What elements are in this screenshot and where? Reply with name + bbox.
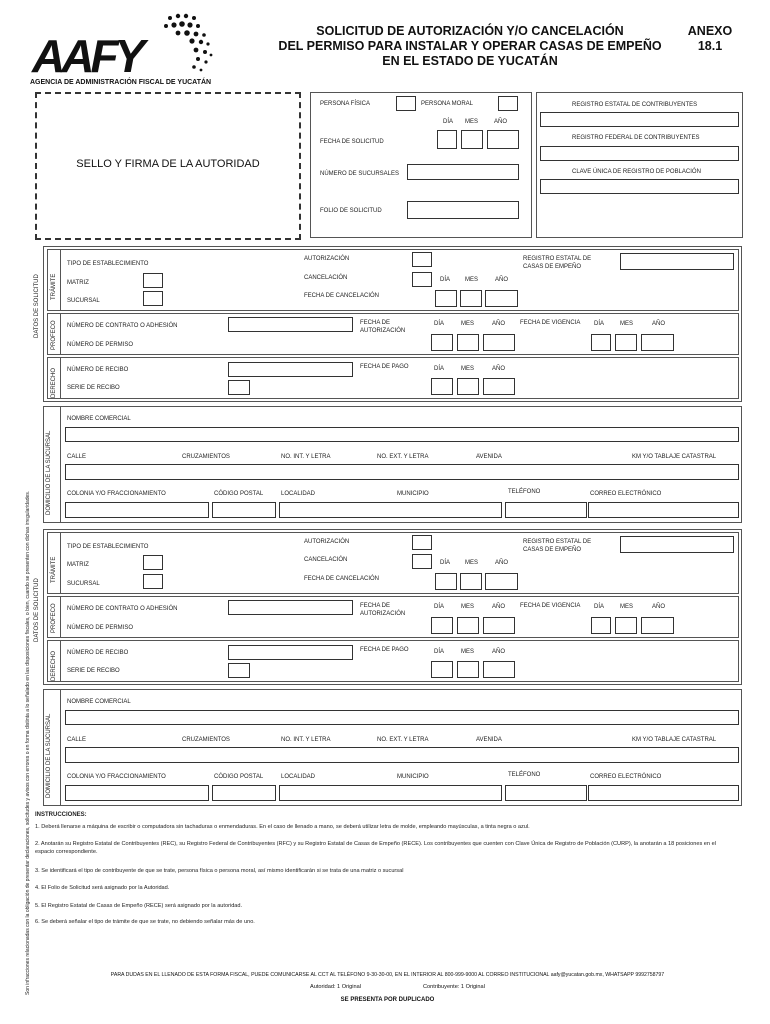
stamp-label: SELLO Y FIRMA DE LA AUTORIDAD xyxy=(76,158,260,170)
pago-mes-label-2: MES xyxy=(461,649,475,655)
instruction-4: 4. El Folio de Solicitud será asignado por la Autoridad. xyxy=(35,885,170,891)
pago-dia-field-1[interactable] xyxy=(431,378,453,395)
km-label-2: KM Y/O TABLAJE CATASTRAL xyxy=(632,737,717,743)
localidad-label-2: LOCALIDAD xyxy=(281,774,316,780)
aut-dia-field-1[interactable] xyxy=(431,334,453,351)
rec-field[interactable] xyxy=(540,112,739,127)
vig-mes-label-2: MES xyxy=(620,604,634,610)
recibo-label-2: NÚMERO DE RECIBO xyxy=(67,650,129,656)
cruzamientos-label-1: CRUZAMIENTOS xyxy=(182,454,230,460)
title-line-3: EN EL ESTADO DE YUCATÁN xyxy=(382,54,558,68)
vig-dia-field-1[interactable] xyxy=(591,334,611,351)
serie-label-1: SERIE DE RECIBO xyxy=(67,385,120,391)
annex-label xyxy=(680,24,740,54)
persona-fisica-checkbox[interactable] xyxy=(396,96,416,111)
cp-label-1: CÓDIGO POSTAL xyxy=(214,491,264,497)
aut-anio-label-1: AÑO xyxy=(492,321,506,327)
tipo-establecimiento-label-1: TIPO DE ESTABLECIMIENTO xyxy=(67,261,149,267)
cancel-dia-field-1[interactable] xyxy=(435,290,457,307)
localidad-field-2[interactable] xyxy=(279,785,502,801)
avenida-label-2: AVENIDA xyxy=(476,737,502,743)
fecha-pago-label-2: FECHA DE PAGO xyxy=(360,647,409,653)
vig-dia-label-2: DÍA xyxy=(594,604,605,610)
autorizacion-label-2: AUTORIZACIÓN xyxy=(304,539,350,545)
correo-field-1[interactable] xyxy=(588,502,739,518)
avenida-label-1: AVENIDA xyxy=(476,454,502,460)
matriz-checkbox-1[interactable] xyxy=(143,273,163,288)
anio-label: AÑO xyxy=(494,119,508,125)
cancel-anio-label-1: AÑO xyxy=(495,277,509,283)
folio-label: FOLIO DE SOLICITUD xyxy=(320,208,382,214)
cancelacion-checkbox-1[interactable] xyxy=(412,272,432,287)
fecha-autorizacion-label-b-1: AUTORIZACIÓN xyxy=(360,328,406,334)
domicilio-divider-2 xyxy=(60,689,61,806)
cp-label-2: CÓDIGO POSTAL xyxy=(214,774,264,780)
correo-field-2[interactable] xyxy=(588,785,739,801)
pago-dia-field-2[interactable] xyxy=(431,661,453,678)
recce-field-2[interactable] xyxy=(620,536,734,553)
municipio-label-2: MUNICIPIO xyxy=(397,774,429,780)
pago-anio-label-2: AÑO xyxy=(492,649,506,655)
serie-label-2: SERIE DE RECIBO xyxy=(67,668,120,674)
footer-copies-authority: Autoridad: 1 Original xyxy=(310,984,361,990)
fecha-cancelacion-label-1: FECHA DE CANCELACIÓN xyxy=(304,293,380,299)
colonia-field-2[interactable] xyxy=(65,785,209,801)
nombre-comercial-label-1: NOMBRE COMERCIAL xyxy=(67,416,131,422)
cancel-anio-label-2: AÑO xyxy=(495,560,509,566)
serie-field-1[interactable] xyxy=(228,380,250,395)
no-int-label-1: NO. INT. Y LETRA xyxy=(281,454,331,460)
calle-label-1: CALLE xyxy=(67,454,87,460)
fecha-pago-label-1: FECHA DE PAGO xyxy=(360,364,409,370)
pago-mes-field-2[interactable] xyxy=(457,661,479,678)
aut-dia-field-2[interactable] xyxy=(431,617,453,634)
rfc-field[interactable] xyxy=(540,146,739,161)
cancel-mes-label-2: MES xyxy=(465,560,479,566)
num-sucursales-label: NÚMERO DE SUCURSALES xyxy=(320,171,400,177)
fecha-solicitud-anio-field[interactable] xyxy=(487,130,519,149)
form-title xyxy=(270,24,670,69)
rfc-label: REGISTRO FEDERAL DE CONTRIBUYENTES xyxy=(572,135,700,141)
profeco-divider-1 xyxy=(60,313,61,355)
contrato-label-2: NÚMERO DE CONTRATO O ADHESIÓN xyxy=(67,606,178,612)
rec-label: REGISTRO ESTATAL DE CONTRIBUYENTES xyxy=(572,102,698,108)
aut-dia-label-1: DÍA xyxy=(434,321,445,327)
recibo-field-1[interactable] xyxy=(228,362,353,377)
curp-field[interactable] xyxy=(540,179,739,194)
cancel-mes-field-1[interactable] xyxy=(460,290,482,307)
profeco-divider-2 xyxy=(60,596,61,638)
telefono-label-1: TELÉFONO xyxy=(508,489,541,495)
fecha-solicitud-mes-field[interactable] xyxy=(461,130,483,149)
recibo-field-2[interactable] xyxy=(228,645,353,660)
telefono-field-1[interactable] xyxy=(505,502,587,518)
fecha-solicitud-label: FECHA DE SOLICITUD xyxy=(320,139,384,145)
datos-solicitud-label-2: DATOS DE SOLICITUD xyxy=(34,578,40,642)
persona-moral-label: PERSONA MORAL xyxy=(421,101,474,107)
instruction-1: 1. Deberá llenarse a máquina de escribir o computadora sin tachaduras o enmendaduras. En el caso de llenado a mano, se deberá utilizar letra de molde, empleando mayúsculas, a tinta negra o azul. xyxy=(35,824,530,830)
colonia-field-1[interactable] xyxy=(65,502,209,518)
aut-anio-field-1[interactable] xyxy=(483,334,515,351)
aut-dia-label-2: DÍA xyxy=(434,604,445,610)
pago-anio-field-2[interactable] xyxy=(483,661,515,678)
profeco-label-1: PROFECO xyxy=(51,320,57,350)
persona-moral-checkbox[interactable] xyxy=(498,96,518,111)
fecha-autorizacion-label-a-1: FECHA DE xyxy=(360,320,391,326)
title-line-1: SOLICITUD DE AUTORIZACIÓN Y/O CANCELACIÓN xyxy=(316,24,624,38)
vig-anio-label-2: AÑO xyxy=(652,604,666,610)
recibo-label-1: NÚMERO DE RECIBO xyxy=(67,367,129,373)
nombre-comercial-field-2[interactable] xyxy=(65,710,739,725)
persona-fisica-label: PERSONA FÍSICA xyxy=(320,101,371,107)
pago-dia-label-2: DÍA xyxy=(434,649,445,655)
profeco-label-2: PROFECO xyxy=(51,603,57,633)
pago-dia-label-1: DÍA xyxy=(434,366,445,372)
fecha-autorizacion-label-b-2: AUTORIZACIÓN xyxy=(360,611,406,617)
derecho-label-1: DERECHO xyxy=(51,367,57,398)
cruzamientos-label-2: CRUZAMIENTOS xyxy=(182,737,230,743)
title-line-2: DEL PERMISO PARA INSTALAR Y OPERAR CASAS DE EMPEÑO xyxy=(278,39,662,53)
recce-label-a-2: REGISTRO ESTATAL DE xyxy=(523,539,592,545)
cancelacion-label-2: CANCELACIÓN xyxy=(304,557,348,563)
fecha-autorizacion-label-a-2: FECHA DE xyxy=(360,603,391,609)
cancelacion-label-1: CANCELACIÓN xyxy=(304,275,348,281)
vig-anio-field-1[interactable] xyxy=(641,334,674,351)
vig-dia-label-1: DÍA xyxy=(594,321,605,327)
folio-field[interactable] xyxy=(407,201,519,219)
domicilio-label-1: DOMICILIO DE LA SUCURSAL xyxy=(46,430,52,515)
footer-copies-taxpayer: Contribuyente: 1 Original xyxy=(423,984,485,990)
tipo-establecimiento-label-2: TIPO DE ESTABLECIMIENTO xyxy=(67,544,149,550)
cp-field-2[interactable] xyxy=(212,785,276,801)
tramite-divider-2 xyxy=(60,532,61,594)
instruction-3: 3. Se identificará el tipo de contribuyente de que se trate, persona física o persona moral, así mismo identificarán si se trata de una matriz o sucursal xyxy=(35,868,404,874)
tramite-label-1: TRÁMITE xyxy=(51,273,57,300)
agency-logo xyxy=(30,10,220,90)
nombre-comercial-field-1[interactable] xyxy=(65,427,739,442)
colonia-label-2: COLONIA Y/O FRACCIONAMIENTO xyxy=(67,774,166,780)
aut-anio-label-2: AÑO xyxy=(492,604,506,610)
calle-row-field-2[interactable] xyxy=(65,747,739,763)
derecho-divider-1 xyxy=(60,357,61,399)
vig-mes-label-1: MES xyxy=(620,321,634,327)
cancel-dia-label-1: DÍA xyxy=(440,277,451,283)
contrato-field-2[interactable] xyxy=(228,600,353,615)
cancel-anio-field-1[interactable] xyxy=(485,290,518,307)
fecha-cancelacion-label-2: FECHA DE CANCELACIÓN xyxy=(304,576,380,582)
domicilio-divider-1 xyxy=(60,406,61,523)
recce-label-a-1: REGISTRO ESTATAL DE xyxy=(523,256,592,262)
tramite-label-2: TRÁMITE xyxy=(51,556,57,583)
vig-anio-field-2[interactable] xyxy=(641,617,674,634)
correo-label-1: CORREO ELECTRÓNICO xyxy=(590,491,662,497)
recce-label-b-1: CASAS DE EMPEÑO xyxy=(523,264,582,270)
localidad-field-1[interactable] xyxy=(279,502,502,518)
autorizacion-label-1: AUTORIZACIÓN xyxy=(304,256,350,262)
aut-anio-field-2[interactable] xyxy=(483,617,515,634)
aut-mes-field-2[interactable] xyxy=(457,617,479,634)
permiso-label-1: NÚMERO DE PERMISO xyxy=(67,342,134,348)
agency-name: AGENCIA DE ADMINISTRACIÓN FISCAL DE YUCATÁN xyxy=(30,79,212,86)
localidad-label-1: LOCALIDAD xyxy=(281,491,316,497)
instructions-title: INSTRUCCIONES: xyxy=(35,812,87,818)
cancel-dia-field-2[interactable] xyxy=(435,573,457,590)
dia-label: DÍA xyxy=(443,119,454,125)
no-ext-label-2: NO. EXT. Y LETRA xyxy=(377,737,429,743)
pago-mes-field-1[interactable] xyxy=(457,378,479,395)
matriz-label-2: MATRIZ xyxy=(67,562,89,568)
no-ext-label-1: NO. EXT. Y LETRA xyxy=(377,454,429,460)
serie-field-2[interactable] xyxy=(228,663,250,678)
logo-text: AAFY xyxy=(32,30,142,82)
vigencia-label-2: FECHA DE VIGENCIA xyxy=(520,603,581,609)
vig-mes-field-1[interactable] xyxy=(615,334,637,351)
pago-mes-label-1: MES xyxy=(461,366,475,372)
datos-solicitud-label-1: DATOS DE SOLICITUD xyxy=(34,274,40,338)
colonia-label-1: COLONIA Y/O FRACCIONAMIENTO xyxy=(67,491,166,497)
autorizacion-checkbox-1[interactable] xyxy=(412,252,432,267)
nombre-comercial-label-2: NOMBRE COMERCIAL xyxy=(67,699,131,705)
permiso-label-2: NÚMERO DE PERMISO xyxy=(67,625,134,631)
sucursal-label-2: SUCURSAL xyxy=(67,581,100,587)
recce-field-1[interactable] xyxy=(620,253,734,270)
matriz-checkbox-2[interactable] xyxy=(143,555,163,570)
cp-field-1[interactable] xyxy=(212,502,276,518)
sucursal-checkbox-2[interactable] xyxy=(143,574,163,589)
mes-label: MES xyxy=(465,119,479,125)
contrato-label-1: NÚMERO DE CONTRATO O ADHESIÓN xyxy=(67,323,178,329)
vig-dia-field-2[interactable] xyxy=(591,617,611,634)
aut-mes-field-1[interactable] xyxy=(457,334,479,351)
cancelacion-checkbox-2[interactable] xyxy=(412,554,432,569)
tramite-divider-1 xyxy=(60,249,61,311)
annex-line-2: 18.1 xyxy=(697,39,723,53)
matriz-label-1: MATRIZ xyxy=(67,280,89,286)
domicilio-label-2: DOMICILIO DE LA SUCURSAL xyxy=(46,713,52,798)
pago-anio-field-1[interactable] xyxy=(483,378,515,395)
cancel-mes-field-2[interactable] xyxy=(460,573,482,590)
footer-contact: PARA DUDAS EN EL LLENADO DE ESTA FORMA FISCAL, PUEDE COMUNICARSE AL CCT AL TELÉFONO 9-30-30-00, EN EL INTERIOR AL 800-999-9000 AL CORREO INSTITUCIONAL aafy@yucatan.gob.mx, WHATSAPP 9992758797 xyxy=(110,972,665,978)
sucursal-checkbox-1[interactable] xyxy=(143,291,163,306)
sucursal-label-1: SUCURSAL xyxy=(67,298,100,304)
telefono-field-2[interactable] xyxy=(505,785,587,801)
cancel-anio-field-2[interactable] xyxy=(485,573,518,590)
instruction-2: 2. Anotarán su Registro Estatal de Contribuyentes (REC), su Registro Federal de Contribuyentes (RFC) y su Registro Estatal de Casas de Empeño (RECE). Los contribuyentes que cuenten con Clave Única de Registro de Población (CURP), la anotarán a 18 posiciones en el espacio correspondiente. xyxy=(35,841,716,855)
vig-anio-label-1: AÑO xyxy=(652,321,666,327)
derecho-label-2: DERECHO xyxy=(51,650,57,681)
vigencia-label-1: FECHA DE VIGENCIA xyxy=(520,320,581,326)
calle-row-field-1[interactable] xyxy=(65,464,739,480)
side-disclaimer: Son infracciones relacionadas con la obligación de presentar declaraciones, solicitudes y avisos con errores o en forma distinta a lo señalado en las disposiciones fiscales, o bien, cuando se presenten con dichas irregularidades. xyxy=(25,490,31,995)
correo-label-2: CORREO ELECTRÓNICO xyxy=(590,774,662,780)
derecho-divider-2 xyxy=(60,640,61,682)
aut-mes-label-1: MES xyxy=(461,321,475,327)
pago-anio-label-1: AÑO xyxy=(492,366,506,372)
cancel-mes-label-1: MES xyxy=(465,277,479,283)
instruction-5: 5. El Registro Estatal de Casas de Empeño (RECE) será asignado por la autoridad. xyxy=(35,903,243,909)
footer-duplicado: SE PRESENTA POR DUPLICADO xyxy=(340,997,435,1003)
km-label-1: KM Y/O TABLAJE CATASTRAL xyxy=(632,454,717,460)
municipio-label-1: MUNICIPIO xyxy=(397,491,429,497)
instruction-6: 6. Se deberá señalar el tipo de trámite de que se trate, no debiendo señalar más de uno. xyxy=(35,919,255,925)
recce-label-b-2: CASAS DE EMPEÑO xyxy=(523,547,582,553)
fecha-solicitud-dia-field[interactable] xyxy=(437,130,457,149)
telefono-label-2: TELÉFONO xyxy=(508,772,541,778)
calle-label-2: CALLE xyxy=(67,737,87,743)
aut-mes-label-2: MES xyxy=(461,604,475,610)
cancel-dia-label-2: DÍA xyxy=(440,560,451,566)
curp-label: CLAVE ÚNICA DE REGISTRO DE POBLACIÓN xyxy=(572,169,701,175)
vig-mes-field-2[interactable] xyxy=(615,617,637,634)
autorizacion-checkbox-2[interactable] xyxy=(412,535,432,550)
contrato-field-1[interactable] xyxy=(228,317,353,332)
annex-line-1: ANEXO xyxy=(687,24,733,38)
num-sucursales-field[interactable] xyxy=(407,164,519,180)
no-int-label-2: NO. INT. Y LETRA xyxy=(281,737,331,743)
